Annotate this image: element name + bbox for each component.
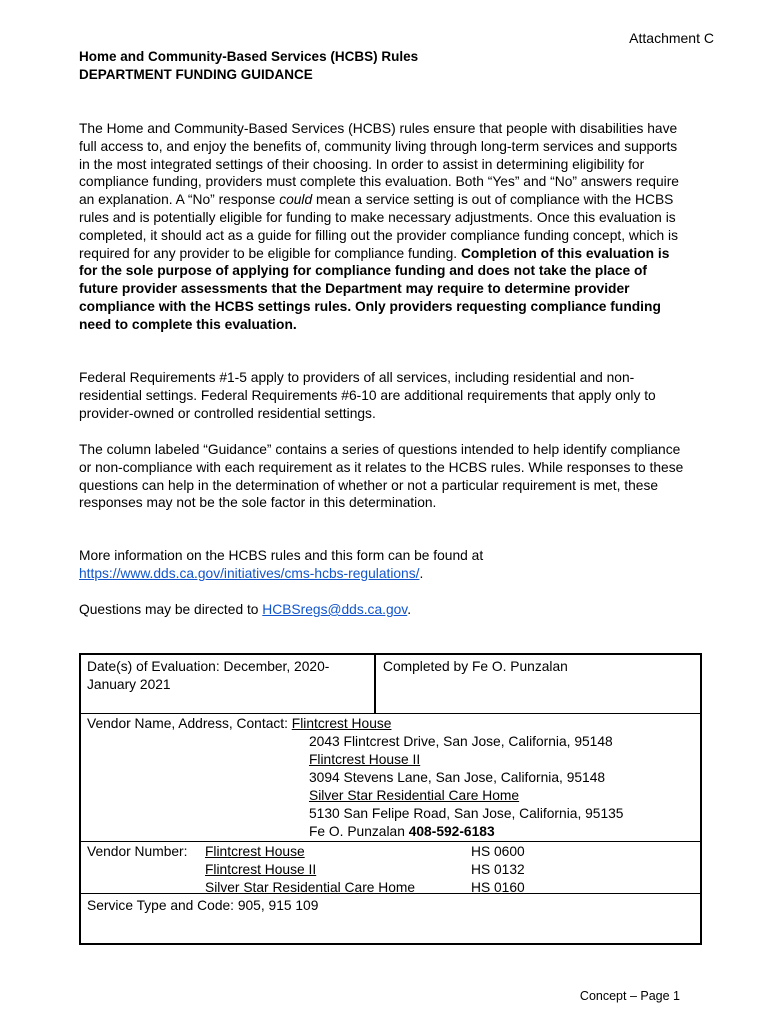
intro-bold-text: Completion of this evaluation is for the sole purpose of applying for compliance funding and does not take the place of future provider assessments that the Department may require to determine provider compliance with the HCBS settings rules. Only providers requesting compliance funding need to complete this evaluation. (79, 245, 670, 332)
dates-row (81, 655, 700, 714)
federal-text: Federal Requirements #1-5 apply to providers of all services, including residential and non-residential settings. Federal Requirements #6-10 are additional requirements that apply only to provider-owned or controlled residential settings. (79, 370, 656, 421)
contact-name: Fe O. Punzalan (309, 824, 409, 839)
questions-end: . (407, 602, 412, 617)
vendor-address-3: 5130 San Felipe Road, San Jose, California, 95135 (309, 806, 624, 821)
evaluation-dates: Date(s) of Evaluation: December, 2020-January 2021 (87, 659, 330, 692)
vendor-info-form (79, 653, 702, 945)
cell-divider (374, 655, 376, 713)
vendor-number-1: HS 0600 (471, 844, 525, 859)
vendor-number-row (81, 843, 700, 894)
vendor-number-2: HS 0132 (471, 862, 525, 877)
vendor-number-3: HS 0160 (471, 880, 525, 895)
contact-phone: 408-592-6183 (408, 824, 495, 839)
questions-paragraph (79, 601, 689, 619)
vendor-row (81, 714, 700, 842)
vendor-number-label: Vendor Number: (87, 844, 188, 859)
completed-by: Completed by Fe O. Punzalan (383, 659, 568, 674)
service-type: Service Type and Code: 905, 915 109 (87, 898, 319, 913)
vendor-number-name-2: Flintcrest House II (205, 862, 317, 877)
more-info-paragraph (79, 547, 689, 583)
vendor-label: Vendor Name, Address, Contact: (87, 716, 292, 731)
vendor-name-1: Flintcrest House (291, 716, 392, 731)
intro-italic: could (279, 192, 313, 208)
vendor-contact (309, 823, 495, 841)
vendor-address-2: 3094 Stevens Lane, San Jose, California, 95148 (309, 770, 606, 785)
title-line-2: DEPARTMENT FUNDING GUIDANCE (79, 67, 313, 82)
page-footer: Concept – Page 1 (579, 989, 680, 1003)
attachment-label: Attachment C (629, 30, 714, 46)
document-title (79, 48, 418, 84)
vendor-number-name-1: Flintcrest House (205, 844, 305, 859)
intro-text-2: mean a service setting is out of compliance with the HCBS rules and is potentially eligible for funding to make necessary adjustments. Once this evaluation is completed, it should act as a guide for filling out the provider compliance funding concept, which is required for any provider to be eligible for compliance funding. (79, 192, 678, 261)
more-info-text: More information on the HCBS rules and this form can be found at (79, 548, 484, 563)
hcbs-regulations-link[interactable]: https://www.dds.ca.gov/initiatives/cms-hcbs-regulations/ (79, 565, 420, 581)
guidance-paragraph (79, 441, 689, 512)
vendor-name-2: Flintcrest House II (309, 752, 421, 767)
vendor-label-line (87, 715, 391, 733)
vendor-address-1: 2043 Flintcrest Drive, San Jose, California, 95148 (309, 734, 613, 749)
intro-text: The Home and Community-Based Services (HCBS) rules ensure that people with disabilities have full access to, and enjoy the benefits of, community living through long-term services and supports in the most integrated settings of their choosing. In order to assist in determining eligibility for compliance funding, providers must complete this evaluation. Both “Yes” and “No” answers require an explanation. A “No” response (79, 121, 679, 208)
vendor-number-name-3: Silver Star Residential Care Home (205, 880, 416, 895)
email-link[interactable]: HCBSregs@dds.ca.gov (262, 602, 408, 617)
title-line-1: Home and Community-Based Services (HCBS) Rules (79, 49, 419, 64)
guidance-text: The column labeled “Guidance” contains a series of questions intended to help identify compliance or non-compliance with each requirement as it relates to the HCBS rules. While responses to these questions can help in the determination of whether or not a particular requirement is met, these responses may not be the sole factor in this determination. (79, 442, 684, 511)
intro-paragraph (79, 120, 689, 334)
federal-requirements-paragraph (79, 369, 689, 422)
more-info-end: . (419, 565, 424, 581)
vendor-name-3: Silver Star Residential Care Home (309, 788, 520, 803)
questions-text: Questions may be directed to (79, 602, 263, 617)
